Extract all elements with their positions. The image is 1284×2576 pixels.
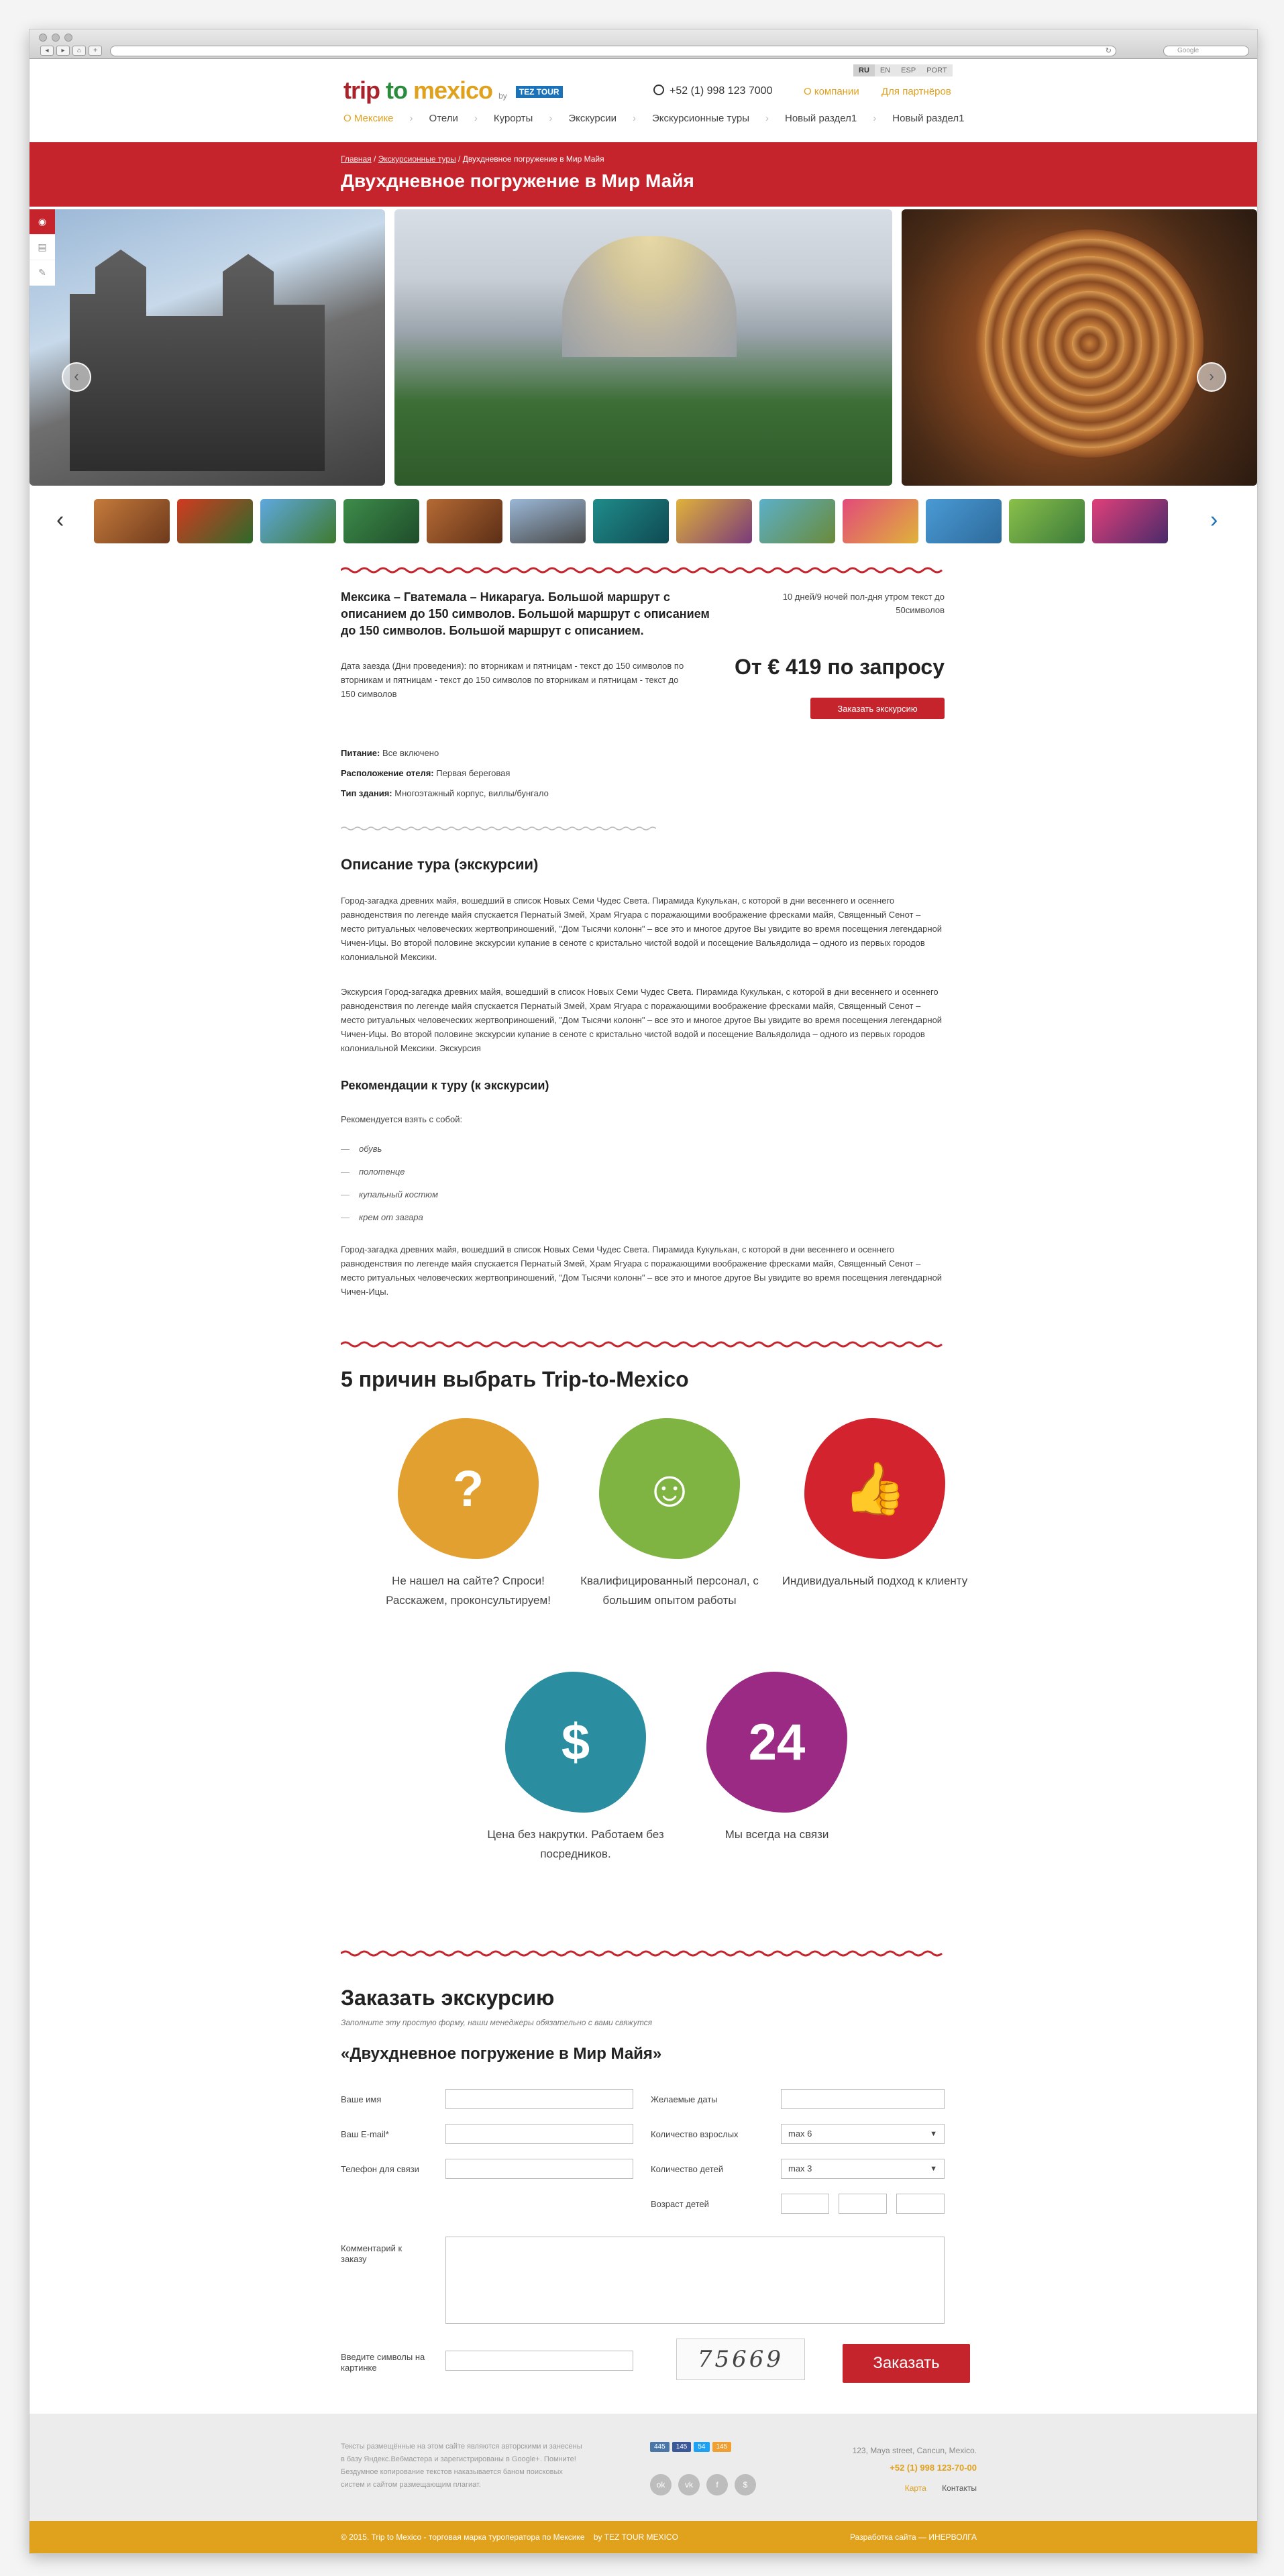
maximize-window-button[interactable] (64, 34, 72, 42)
minimize-window-button[interactable] (52, 34, 60, 42)
name-field[interactable] (445, 2089, 633, 2109)
share-facebook-button[interactable]: 145 (672, 2442, 692, 2452)
fact-food (341, 743, 549, 763)
footer-contacts (853, 2442, 977, 2477)
forward-icon[interactable]: ▸ (56, 46, 70, 56)
breadcrumb-separator: / (374, 154, 378, 164)
children-age-label: Возраст детей (651, 2199, 709, 2209)
phone-icon (653, 85, 664, 95)
thumbnail[interactable] (510, 499, 586, 543)
order-form-tour-name: «Двухдневное погружение в Мир Майя» (341, 2045, 662, 2063)
children-select[interactable] (781, 2159, 945, 2179)
email-label: Ваш E-mail* (341, 2129, 389, 2139)
phone-field[interactable] (445, 2159, 633, 2179)
fact-hotel-value: Первая береговая (436, 768, 511, 778)
photo-gallery (30, 209, 1257, 486)
order-excursion-button[interactable]: Заказать экскурсию (810, 698, 945, 719)
main-navigation (343, 113, 964, 124)
fact-building (341, 784, 549, 804)
share-vk-button[interactable]: 445 (650, 2442, 670, 2452)
nav-separator: › (474, 113, 478, 124)
thumbs-prev-arrow-icon[interactable]: ‹ (56, 507, 64, 533)
fact-hotel-label: Расположение отеля: (341, 768, 434, 778)
reason-support (676, 1672, 877, 1844)
thumbnail[interactable] (843, 499, 918, 543)
language-switcher (853, 64, 953, 76)
footer-phone[interactable]: +52 (1) 998 123-70-00 (890, 2463, 977, 2473)
chevron-down-icon: ▼ (930, 2165, 937, 2173)
description-paragraph-1: Город-загадка древних майя, вошедший в список Новых Семи Чудес Света. Пирамида Кукулькан, с которой в дни весеннего и осеннего равноденствия по легенде майя спускается Пернатый Змей, Храм Ягуара с поражающими воображение фресками майя, Священный Сенот – место ритуальных человеческих жертвоприношений, "Дом Тысячи колонн" – все это и многое другое Вы увидите во время посещения легендарной Чичен-Ицы. Во второй половине экскурсии купание в сеноте с кристально чистой водой и посещение Вальядолида – одного из первых городов колониальной Мексики. (341, 896, 943, 962)
wave-divider (341, 1340, 945, 1348)
edit-icon[interactable]: ✎ (30, 260, 55, 286)
child-age-field-2[interactable] (839, 2194, 887, 2214)
order-form-title: Заказать экскурсию (341, 1986, 555, 2010)
breadcrumb-current: Двухдневное погружение в Мир Майя (462, 154, 604, 164)
breadcrumb-tours[interactable]: Экскурсионные туры (378, 154, 456, 164)
footer-contacts-link[interactable]: Контакты (942, 2483, 977, 2493)
close-window-button[interactable] (39, 34, 47, 42)
nav-item-about-mexico[interactable]: О Мексике (343, 113, 394, 124)
email-field[interactable] (445, 2124, 633, 2144)
site-footer (30, 2414, 1257, 2521)
wave-divider (341, 566, 945, 574)
captcha-label: Введите символы на картинке (341, 2352, 425, 2373)
dates-label: Желаемые даты (651, 2094, 718, 2104)
calendar-disc (975, 229, 1203, 458)
logo-word-to: to (380, 76, 413, 104)
gallery-next-arrow-icon[interactable]: › (1197, 362, 1226, 392)
comment-textarea[interactable] (445, 2237, 945, 2324)
children-select-value: max 3 (788, 2163, 812, 2174)
children-label: Количество детей (651, 2164, 724, 2174)
nav-item-resorts[interactable]: Курорты (493, 113, 533, 124)
nav-item-excursion-tours[interactable]: Экскурсионные туры (652, 113, 749, 124)
reason-text: Квалифицированный персонал, с большим опытом работы (580, 1574, 759, 1607)
link-about-company[interactable]: О компании (804, 86, 859, 97)
share-ok-button[interactable]: 145 (712, 2442, 732, 2452)
gallery-photo-maya-calendar[interactable] (902, 209, 1257, 486)
captcha-input[interactable] (445, 2351, 633, 2371)
header-phone[interactable] (653, 85, 772, 97)
page-banner (30, 142, 1257, 207)
nav-item-excursions[interactable]: Экскурсии (568, 113, 617, 124)
facebook-icon[interactable]: f (706, 2474, 728, 2496)
reason-ask-us (368, 1418, 569, 1610)
thumbnail[interactable] (1009, 499, 1085, 543)
tour-route-title: Мексика – Гватемала – Никарагуа. Большой маршрут с описанием до 150 символов. Большой маршрут с описанием до 150 символов. Большой маршрут с описанием. (341, 590, 710, 637)
wave-divider (341, 1949, 945, 1957)
list-item: — купальный костюм (341, 1183, 438, 1206)
submit-order-button[interactable]: Заказать (843, 2344, 970, 2383)
lang-ru[interactable]: RU (853, 64, 875, 76)
copyright (341, 2532, 678, 2542)
dollar-icon: $ (505, 1672, 646, 1813)
reason-text: Не нашел на сайте? Спроси! Расскажем, проконсультируем! (386, 1574, 551, 1607)
order-form-subtitle: Заполните эту простую форму, наши менеджеры обязательно с вами свяжутся (341, 2018, 653, 2027)
logo-word-mexico: mexico (413, 76, 493, 104)
lang-esp[interactable]: ESP (901, 66, 916, 74)
thumbnail[interactable] (427, 499, 502, 543)
nav-separator: › (633, 113, 636, 124)
captcha-image: 75669 (676, 2339, 805, 2380)
fact-building-label: Тип здания: (341, 788, 392, 798)
adults-select[interactable] (781, 2124, 945, 2144)
nav-separator: › (765, 113, 769, 124)
question-icon: ? (398, 1418, 539, 1559)
reason-price (475, 1672, 676, 1864)
breadcrumb (341, 154, 604, 164)
footer-map-link[interactable]: Карта (904, 2483, 926, 2493)
camera-icon[interactable]: ◉ (30, 209, 55, 235)
fact-food-label: Питание: (341, 748, 380, 758)
thin-divider (341, 822, 656, 828)
developer-link[interactable]: Разработка сайта — ИНЕРВОЛГА (849, 2532, 977, 2542)
browser-nav-buttons (40, 46, 102, 56)
browser-toolbar (30, 30, 1257, 59)
logo-by: by (498, 91, 507, 101)
dates-field[interactable] (781, 2089, 945, 2109)
share-counters (650, 2442, 731, 2452)
site-logo[interactable] (343, 76, 563, 105)
address-bar[interactable] (110, 46, 1116, 56)
child-age-field-3[interactable] (896, 2194, 945, 2214)
thumbnail[interactable] (177, 499, 253, 543)
nav-item-new-section-1[interactable]: Новый раздел1 (785, 113, 857, 124)
nav-separator: › (549, 113, 553, 124)
chevron-down-icon: ▼ (930, 2130, 937, 2138)
recommendations-paragraph: Город-загадка древних майя, вошедший в список Новых Семи Чудес Света. Пирамида Кукулькан, с которой в дни весеннего и осеннего равноденствия по легенде майя спускается Пернатый Змей, Храм Ягуара с поражающими воображение фресками майя, Священный Сенот – место ритуальных человеческих жертвоприношений, "Дом Тысячи колонн" – все это и многое другое Вы увидите во время посещения легендарной Чичен-Ицы. (341, 1244, 943, 1297)
name-label: Ваше имя (341, 2094, 382, 2104)
breadcrumb-home[interactable]: Главная (341, 154, 372, 164)
reason-staff (569, 1418, 770, 1610)
page-title: Двухдневное погружение в Мир Майя (341, 170, 694, 191)
odnoklassniki-icon[interactable]: ok (650, 2474, 672, 2496)
gallery-photo-palace[interactable] (394, 209, 892, 486)
nav-item-hotels[interactable]: Отели (429, 113, 458, 124)
gallery-prev-arrow-icon[interactable]: ‹ (62, 362, 91, 392)
browser-window (30, 30, 1257, 2553)
social-links (650, 2474, 756, 2496)
reason-text: Мы всегда на связи (725, 1828, 829, 1841)
recommendations-intro: Рекомендуется взять с собой: (341, 1114, 463, 1124)
back-icon[interactable]: ◂ (40, 46, 54, 56)
fact-hotel (341, 763, 549, 784)
partner-logo: TEZ TOUR (516, 86, 563, 98)
tour-dates: Дата заезда (Дни проведения): по вторникам и пятницам - текст до 150 символов по вторникам и пятницам - текст до 150 символов по вторникам и пятницам - текст до 150 символов (341, 661, 684, 699)
phone-label: Телефон для связи (341, 2164, 419, 2174)
thumbnail[interactable] (94, 499, 170, 543)
description-paragraph-2: Экскурсия Город-загадка древних майя, вошедший в список Новых Семи Чудес Света. Пирамида Кукулькан, с которой в дни весеннего и осеннего равноденствия по легенде майя спускается Пернатый Змей, Храм Ягуара с поражающими воображение фресками майя, Священный Сенот – место ритуальных человеческих жертвоприношений, "Дом Тысячи колонн" – все это и многое другое Вы увидите во время посещения легендарной Чичен-Ицы. Во второй половине экскурсии купание в сеноте с кристально чистой водой и посещение Вальядолида – одного из первых городов колониальной Мексики. Экскурсия (341, 987, 943, 1053)
palace-dome (562, 236, 737, 357)
lang-en[interactable]: EN (879, 66, 891, 74)
dollar-social-icon[interactable]: $ (735, 2474, 756, 2496)
adults-select-value: max 6 (788, 2129, 812, 2139)
tour-duration-meta: 10 дней/9 ночей пол-дня утром текст до 50символов (782, 592, 945, 615)
thumbnail[interactable] (676, 499, 752, 543)
reason-text: Индивидуальный подход к клиенту (782, 1574, 968, 1587)
reload-icon[interactable]: ↻ (1105, 47, 1112, 55)
document-icon[interactable]: ▤ (30, 235, 55, 260)
share-twitter-button[interactable]: 54 (694, 2442, 709, 2452)
nav-separator: › (409, 113, 413, 124)
adults-label: Количество взрослых (651, 2129, 739, 2139)
comment-label: Комментарий к заказу (341, 2243, 403, 2264)
tour-facts (341, 743, 549, 804)
reasons-title: 5 причин выбрать Trip-to-Mexico (341, 1367, 689, 1391)
browser-search-input[interactable]: Google (1163, 46, 1249, 56)
thumbs-up-icon: 👍 (804, 1418, 945, 1559)
thumbnail[interactable] (759, 499, 835, 543)
tour-price: От € 419 по запросу (734, 655, 945, 679)
bottom-bar (30, 2521, 1257, 2553)
child-age-field-1[interactable] (781, 2194, 829, 2214)
thumbnail[interactable] (926, 499, 1002, 543)
link-partners[interactable]: Для партнёров (881, 86, 951, 97)
list-item: — полотенце (341, 1161, 438, 1183)
window-controls (39, 34, 72, 42)
footer-address: 123, Maya street, Cancun, Mexico. (852, 2446, 977, 2455)
fact-food-value: Все включено (382, 748, 439, 758)
footer-copyright-notice: Тексты размещённые на этом сайте являются авторскими и занесены в базу Яндекс.Вебмастера и зарегистрированы в Google+. Помните! Бездумное копирование текстов наказывается баном поисковых систем и сайтом размещающим плагиат. (341, 2443, 582, 2489)
phone-24-icon: 24 (706, 1672, 847, 1813)
footer-links (905, 2483, 977, 2493)
add-tab-icon[interactable]: + (89, 46, 102, 56)
description-title: Описание тура (экскурсии) (341, 856, 539, 873)
thumbnail[interactable] (593, 499, 669, 543)
nav-separator: › (873, 113, 877, 124)
thumbnail[interactable] (260, 499, 336, 543)
thumbnail-strip (94, 499, 1168, 543)
list-item: — обувь (341, 1138, 438, 1161)
gallery-side-tools (30, 209, 55, 286)
recommendations-title: Рекомендации к туру (к экскурсии) (341, 1079, 549, 1092)
home-icon[interactable]: ⌂ (72, 46, 86, 56)
header-phone-number: +52 (1) 998 123 7000 (670, 85, 773, 97)
breadcrumb-separator: / (458, 154, 463, 164)
fact-building-value: Многоэтажный корпус, виллы/бунгало (394, 788, 549, 798)
sombrero-person-icon: ☺ (599, 1418, 740, 1559)
copyright-text: © 2015. Trip to Mexico - торговая марка туроператора по Мексике (341, 2532, 585, 2542)
logo-word-trip: trip (343, 76, 380, 104)
list-item: — крем от загара (341, 1206, 438, 1229)
reason-individual (774, 1418, 975, 1591)
reason-text: Цена без накрутки. Работаем без посредников. (487, 1828, 664, 1860)
nav-item-new-section-2[interactable]: Новый раздел1 (892, 113, 965, 124)
vk-icon[interactable]: vk (678, 2474, 700, 2496)
cathedral-silhouette (70, 250, 325, 471)
lang-port[interactable]: PORT (926, 66, 947, 74)
gallery-photo-cathedral[interactable] (30, 209, 385, 486)
copyright-by: by TEZ TOUR MEXICO (593, 2532, 678, 2542)
thumbnail[interactable] (343, 499, 419, 543)
thumbs-next-arrow-icon[interactable]: › (1210, 507, 1218, 533)
thumbnail[interactable] (1092, 499, 1168, 543)
recommendations-list (341, 1138, 438, 1229)
